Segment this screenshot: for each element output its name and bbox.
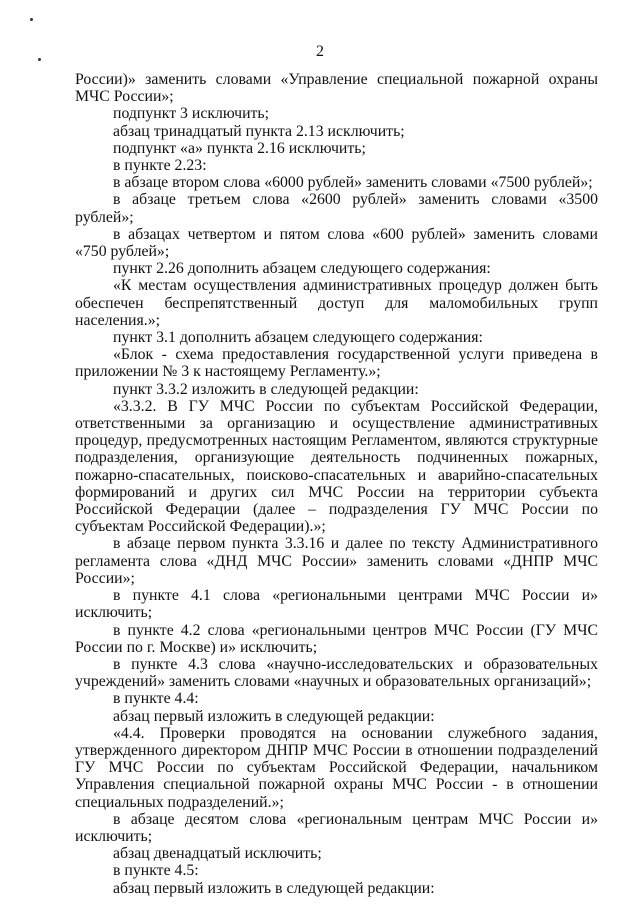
document-body (75, 71, 598, 897)
paragraph: абзац тринадцатый пункта 2.13 исключить; (113, 122, 405, 140)
paragraph: России)» заменить словами «Управление специальной пожарной охраны МЧС России»; (75, 71, 598, 106)
paragraph: абзац двенадцатый исключить; (113, 845, 322, 863)
paragraph: пункт 3.1 дополнить абзацем следующего содержания: (113, 329, 483, 347)
paragraph: в пункте 4.2 слова «региональными центров МЧС России (ГУ МЧС России по г. Москве) и» исключить; (75, 621, 598, 656)
paragraph: в пункте 4.3 слова «научно-исследовательских и образовательных учреждений» заменить словами «научных и образовательных организаций»; (75, 655, 598, 691)
paragraph: абзац первый изложить в следующей редакции: (113, 879, 435, 897)
paragraph: пункт 2.26 дополнить абзацем следующего содержания: (113, 260, 491, 278)
paragraph: «К местам осуществления административных процедур должен быть обеспечен беспрепятственный доступ для маломобильных групп населения.»; (75, 277, 598, 329)
paragraph: в пункте 2.23: (113, 157, 207, 175)
paragraph: в пункте 4.1 слова «региональными центрами МЧС России и» исключить; (75, 587, 598, 622)
paragraph: в абзаце первом пункта 3.3.16 и далее по тексту Административного регламента слова «ДНД МЧС России» заменить словами «ДНПР МЧС России»; (75, 535, 598, 587)
paragraph: подпункт 3 исключить; (113, 105, 270, 123)
paragraph: абзац первый изложить в следующей редакции: (113, 707, 435, 725)
paragraph: в пункте 4.5: (113, 862, 199, 880)
page-number: 2 (316, 43, 324, 60)
paragraph: в абзаце десятом слова «региональным центрам МЧС России и» исключить; (75, 810, 598, 845)
paragraph: «4.4. Проверки проводятся на основании служебного задания, утвержденного директором ДНПР МЧС России в отношении подразделений ГУ МЧС России по субъектам Российской Федерации, начальником Управления специальной пожарной охраны МЧС России - в отношении специальных подразделений.»; (75, 724, 598, 811)
paragraph: «Блок - схема предоставления государственной услуги приведена в приложении № 3 к настоящему Регламенту.»; (75, 346, 598, 381)
paragraph: в пункте 4.4: (113, 690, 199, 708)
paragraph: в абзаце третьем слова «2600 рублей» заменить словами «3500 рублей»; (75, 191, 598, 226)
paragraph: в абзацах четвертом и пятом слова «600 рублей» заменить словами «750 рублей»; (75, 225, 598, 261)
scan-mark-top (30, 18, 33, 21)
paragraph: в абзаце втором слова «6000 рублей» заменить словами «7500 рублей»; (113, 174, 593, 192)
paragraph: пункт 3.3.2 изложить в следующей редакции: (113, 380, 419, 398)
paragraph: подпункт «а» пункта 2.16 исключить; (113, 139, 366, 157)
paragraph: «3.3.2. В ГУ МЧС России по субъектам Российской Федерации, ответственными за организацию и осуществление административных процедур, предусмотренных настоящим Регламентом, являются структурные подразделения, организующие деятельность подчиненных пожарных, пожарно-спасательных, поисково-спасательных и аварийно-спасательных формирований и других сил МЧС России на территории субъекта Российской Федерации (далее – подразделения ГУ МЧС России по субъектам Российской Федерации).»; (75, 397, 598, 536)
